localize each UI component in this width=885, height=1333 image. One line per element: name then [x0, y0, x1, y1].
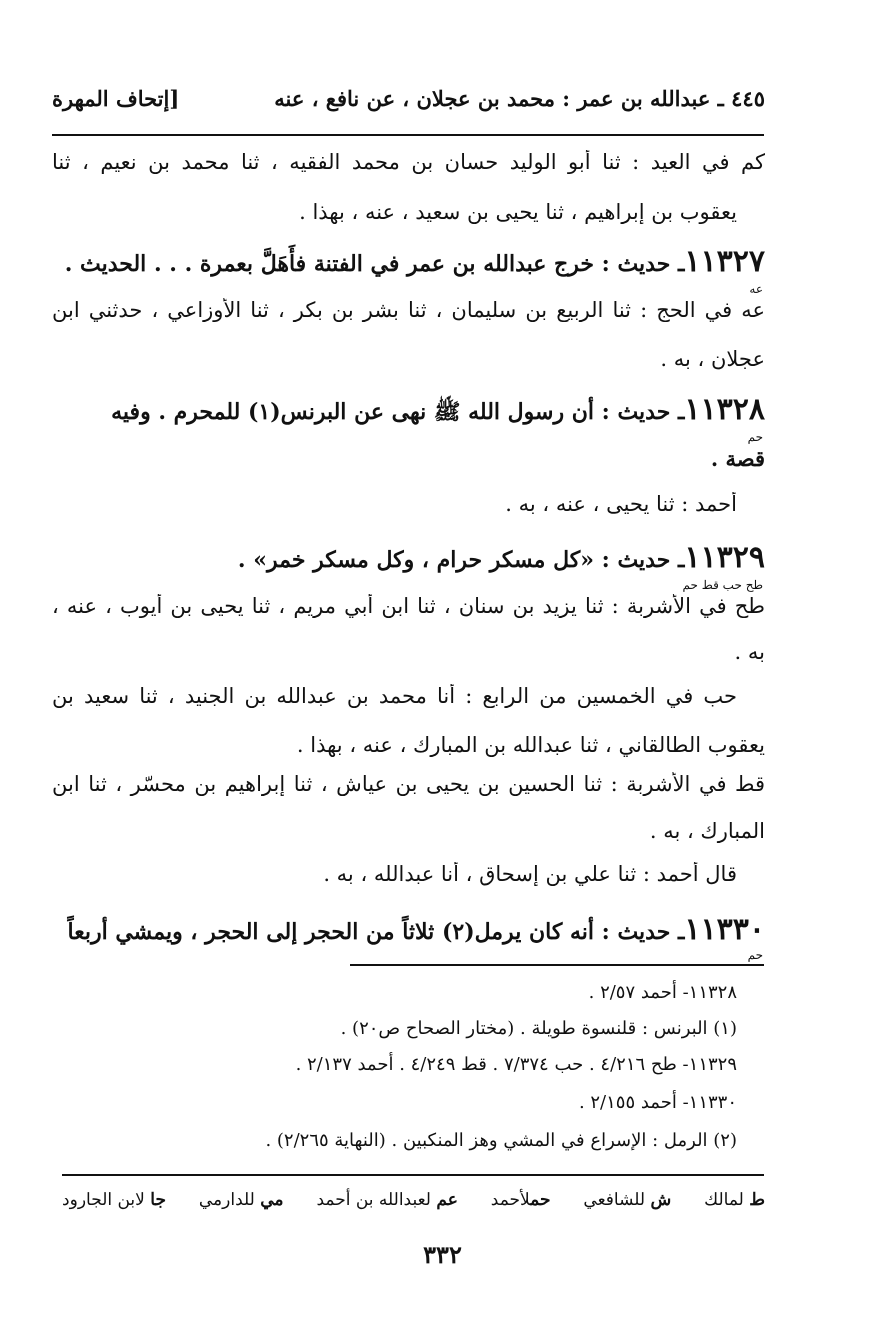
- footnote-line: ١١٣٣٠- أحمد ٢/١٥٥ .: [578, 1092, 737, 1113]
- text-line: حب في الخمسين من الرابع : أنا محمد بن عبدالله بن الجنيد ، ثنا سعيد بن: [52, 684, 737, 708]
- running-header-title: ٤٤٥ ـ عبدالله بن عمر : محمد بن عجلان ، عن نافع ، عنه: [274, 86, 765, 111]
- text-line: به .: [734, 640, 765, 664]
- text-line: عه في الحج : ثنا الربيع بن سليمان ، ثنا بشر بن بكر ، ثنا الأوزاعي ، حدثني ابن: [52, 298, 765, 322]
- footnote-line: ١١٣٢٨- أحمد ٢/٥٧ .: [588, 982, 737, 1003]
- source-codes: حم: [747, 430, 763, 444]
- running-header-book: [إتحاف المهرة: [52, 86, 180, 111]
- footnote-rule: [350, 964, 764, 966]
- legend-item: ط لمالك: [704, 1190, 765, 1210]
- legend-item: عم لعبدالله بن أحمد: [316, 1190, 458, 1210]
- text-line: قصة .: [710, 446, 765, 471]
- hadith-number: ١١٣٢٩: [684, 540, 765, 575]
- source-codes: عه: [749, 282, 763, 296]
- hadith-heading-11328: [111, 392, 765, 430]
- legend-item: ش للشافعي: [583, 1190, 672, 1210]
- legend-item: جا لابن الجارود: [62, 1190, 166, 1210]
- text-line: أحمد : ثنا يحيى ، عنه ، به .: [505, 492, 737, 516]
- text-line: عجلان ، به .: [660, 347, 765, 371]
- hadith-title: ـ حديث : خرج عبدالله بن عمر في الفتنة فأَهَلَّ بعمرة . . . الحديث .: [64, 251, 685, 277]
- legend-item: حملأحمد: [490, 1190, 551, 1210]
- hadith-title: ـ حديث : أن رسول الله ﷺ نهى عن البرنس(١) للمحرم . وفيه: [111, 399, 685, 425]
- abbreviations-legend: [62, 1190, 765, 1210]
- text-line: المبارك ، به .: [649, 819, 765, 843]
- text-line: يعقوب الطالقاني ، ثنا عبدالله بن المبارك ، عنه ، بهذا .: [296, 733, 765, 757]
- footnote-line: ١١٣٢٩- طح ٤/٢١٦ . حب ٧/٣٧٤ . قط ٤/٢٤٩ . أحمد ٢/١٣٧ .: [295, 1054, 737, 1075]
- text-line: كم في العيد : ثنا أبو الوليد حسان بن محمد الفقيه ، ثنا محمد بن نعيم ، ثنا: [52, 150, 765, 174]
- hadith-heading-11330: [52, 912, 765, 947]
- legend-item: مي للدارمي: [198, 1190, 284, 1210]
- source-codes: طح حب قط حم: [682, 578, 763, 592]
- source-codes: حم: [747, 948, 763, 962]
- text-line: طح في الأشربة : ثنا يزيد بن سنان ، ثنا ابن أبي مريم ، ثنا يحيى بن أيوب ، عنه ،: [52, 594, 765, 618]
- hadith-title: ـ حديث : أنه كان يرمل(٢) ثلاثاً من الحجر إلى الحجر ، ويمشي أربعاً: [67, 919, 685, 945]
- footnote-line: (١) البرنس : قلنسوة طويلة . (مختار الصحاح ص٢٠) .: [340, 1018, 737, 1039]
- text-line: قط في الأشربة : ثنا الحسين بن يحيى بن عياش ، ثنا إبراهيم بن محسّر ، ثنا ابن: [52, 772, 765, 796]
- legend-rule: [62, 1174, 764, 1176]
- footnote-line: (٢) الرمل : الإسراع في المشي وهز المنكبين . (النهاية ٢/٢٦٥) .: [265, 1130, 737, 1151]
- text-line: قال أحمد : ثنا علي بن إسحاق ، أنا عبدالله ، به .: [323, 862, 737, 886]
- hadith-title: ـ حديث : «كل مسكر حرام ، وكل مسكر خمر» .: [237, 547, 685, 573]
- hadith-number: ١١٣٢٧: [684, 244, 765, 279]
- header-rule: [52, 134, 764, 136]
- text-line: يعقوب بن إبراهيم ، ثنا يحيى بن سعيد ، عنه ، بهذا .: [299, 200, 737, 224]
- hadith-number: ١١٣٣٠: [684, 912, 765, 947]
- page-number: ٣٣٢: [423, 1240, 462, 1269]
- hadith-heading-11327: [65, 244, 765, 279]
- hadith-heading-11329: [238, 540, 765, 575]
- hadith-number: ١١٣٢٨: [684, 392, 765, 427]
